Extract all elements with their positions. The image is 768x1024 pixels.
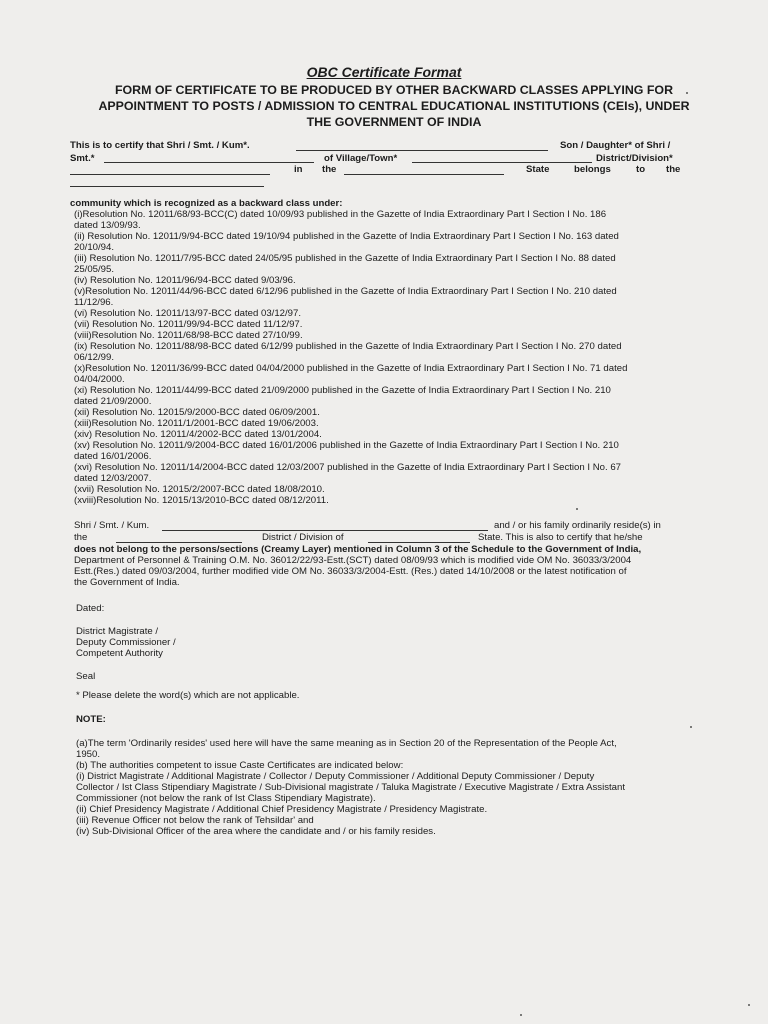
in-label: in <box>294 164 303 175</box>
state-blank[interactable] <box>344 174 504 175</box>
note-line: (i) District Magistrate / Additional Magistrate / Collector / Deputy Commissioner / Additional Deputy Commissioner / Deputy <box>76 771 595 782</box>
resolution-line: (xii) Resolution No. 12015/9/2000-BCC dated 06/09/2001. <box>74 407 320 418</box>
resolution-line: (vii) Resolution No. 12011/99/94-BCC dated 11/12/97. <box>74 319 303 330</box>
heading-line: APPOINTMENT TO POSTS / ADMISSION TO CENTRAL EDUCATIONAL INSTITUTIONS (CEIs), UNDER <box>98 99 690 113</box>
note-line: (b) The authorities competent to issue Caste Certificates are indicated below: <box>76 760 404 771</box>
resolution-line: 06/12/99. <box>74 352 115 363</box>
certify-prefix: This is to certify that Shri / Smt. / Kum*. <box>70 140 250 151</box>
belongs-label: belongs <box>574 164 611 175</box>
authority-line: Competent Authority <box>76 648 163 659</box>
resolution-line: (i)Resolution No. 12011/68/93-BCC(C) dated 10/09/93 published in the Gazette of India Extraordinary Part I Section I No. 186 <box>74 209 607 220</box>
son-daughter-label: Son / Daughter* of Shri / <box>560 140 671 151</box>
resolution-line: dated 12/03/2007. <box>74 473 152 484</box>
resolution-line: dated 16/01/2006. <box>74 451 152 462</box>
scan-speck <box>520 1014 522 1016</box>
page-title: OBC Certificate Format <box>306 64 462 80</box>
residence-district-blank[interactable] <box>116 542 242 543</box>
form-heading <box>88 82 700 130</box>
resolution-line: (xvii) Resolution No. 12015/2/2007-BCC dated 18/08/2010. <box>74 484 325 495</box>
resolution-line: (xviii)Resolution No. 12015/13/2010-BCC dated 08/12/2011. <box>74 495 329 506</box>
the-label: the <box>74 532 88 543</box>
note-line: (a)The term 'Ordinarily resides' used here will have the same meaning as in Section 20 of the Representation of the People Act, <box>76 738 617 749</box>
name-blank[interactable] <box>296 150 548 151</box>
resolution-line: (ii) Resolution No. 12011/9/94-BCC dated 19/10/94 published in the Gazette of India Extraordinary Part I Section I No. 163 dated <box>74 231 619 242</box>
resolution-line: 25/05/95. <box>74 264 115 275</box>
authority-line: District Magistrate / <box>76 626 159 637</box>
heading-line: THE GOVERNMENT OF INDIA <box>306 115 482 129</box>
resolution-line: (v)Resolution No. 12011/44/96-BCC dated 6/12/96 published in the Gazette of India Extraordinary Part I Section I No. 210 dated <box>74 286 617 297</box>
to-label: to <box>636 164 646 175</box>
resolution-line: (xi) Resolution No. 12011/44/99-BCC dated 21/09/2000 published in the Gazette of India Extraordinary Part I Section I No. 210 <box>74 385 611 396</box>
resolution-line: (viii)Resolution No. 12011/68/98-BCC dated 27/10/99. <box>74 330 303 341</box>
scan-speck <box>686 92 688 94</box>
note-line: Commissioner (not below the rank of Ist Class Stipendiary Magistrate). <box>76 793 376 804</box>
scan-speck <box>748 1004 750 1006</box>
district-label: District/Division* <box>596 153 673 164</box>
resident-name-blank[interactable] <box>162 530 488 531</box>
residence-line: the Government of India. <box>74 577 180 588</box>
resolution-line: (xiv) Resolution No. 12011/4/2002-BCC dated 13/01/2004. <box>74 429 322 440</box>
resolution-line: dated 21/09/2000. <box>74 396 152 407</box>
resolution-line: (xvi) Resolution No. 12011/14/2004-BCC dated 12/03/2007 published in the Gazette of India Extraordinary Part I Section I No. 67 <box>74 462 621 473</box>
smt-label: Smt.* <box>70 153 95 164</box>
dated-label: Dated: <box>76 603 105 614</box>
state-certify-text: State. This is also to certify that he/she <box>478 532 643 543</box>
resolution-line: 20/10/94. <box>74 242 115 253</box>
district-blank[interactable] <box>70 174 270 175</box>
scan-speck <box>576 508 578 510</box>
community-intro: community which is recognized as a backward class under: <box>70 198 343 209</box>
seal-label: Seal <box>76 671 96 682</box>
resolution-line: (xv) Resolution No. 12011/9/2004-BCC dated 16/01/2006 published in the Gazette of India Extraordinary Part I Section I No. 210 <box>74 440 619 451</box>
parent-name-blank[interactable] <box>104 162 314 163</box>
residence-line: Estt.(Res.) dated 09/03/2004, further modified vide OM No. 36033/3/2004-Estt. (Res.) dated 14/10/2008 or the latest notification of <box>74 566 627 577</box>
community-blank[interactable] <box>70 186 264 187</box>
scan-speck <box>690 726 692 728</box>
note-line: (iv) Sub-Divisional Officer of the area where the candidate and / or his family resides. <box>76 826 436 837</box>
note-line: (ii) Chief Presidency Magistrate / Additional Chief Presidency Magistrate / Presidency Magistrate. <box>76 804 488 815</box>
district-of-label: District / Division of <box>262 532 344 543</box>
village-blank[interactable] <box>412 162 592 163</box>
authority-line: Deputy Commissioner / <box>76 637 176 648</box>
note-line: Collector / Ist Class Stipendiary Magistrate / Sub-Divisional magistrate / Taluka Magistrate / Executive Magistrate / Extra Assistant <box>76 782 626 793</box>
heading-line: FORM OF CERTIFICATE TO BE PRODUCED BY OTHER BACKWARD CLASSES APPLYING FOR <box>114 83 674 97</box>
the-label: the <box>322 164 337 175</box>
resolution-line: (x)Resolution No. 12011/36/99-BCC dated 04/04/2000 published in the Gazette of India Extraordinary Part I Section I No. 71 dated <box>74 363 628 374</box>
resolution-line: 04/04/2000. <box>74 374 125 385</box>
resolution-line: dated 13/09/93. <box>74 220 141 231</box>
residence-line: does not belong to the persons/sections (Creamy Layer) mentioned in Column 3 of the Schedule to the Government of India, <box>74 544 642 555</box>
the-label: the <box>666 164 681 175</box>
residence-line: Department of Personnel & Training O.M. No. 36012/22/93-Estt.(SCT) dated 08/09/93 which is modified vide OM No. 36033/3/2004 <box>74 555 632 566</box>
resolution-line: (xiii)Resolution No. 12011/1/2001-BCC dated 19/06/2003. <box>74 418 319 429</box>
village-label: of Village/Town* <box>324 153 398 164</box>
resolution-line: (vi) Resolution No. 12011/13/97-BCC dated 03/12/97. <box>74 308 302 319</box>
resolution-line: (iv) Resolution No. 12011/96/94-BCC dated 9/03/96. <box>74 275 296 286</box>
note-heading: NOTE: <box>76 714 106 725</box>
note-line: 1950. <box>76 749 101 760</box>
resolution-line: (iii) Resolution No. 12011/7/95-BCC dated 24/05/95 published in the Gazette of India Extraordinary Part I Section I No. 88 dated <box>74 253 616 264</box>
family-reside-label: and / or his family ordinarily reside(s) in <box>494 520 661 531</box>
state-label: State <box>526 164 550 175</box>
residence-shri-label: Shri / Smt. / Kum. <box>74 520 150 531</box>
residence-state-blank[interactable] <box>368 542 470 543</box>
resolution-line: 11/12/96. <box>74 297 114 308</box>
resolution-line: (ix) Resolution No. 12011/88/98-BCC dated 6/12/99 published in the Gazette of India Extraordinary Part I Section I No. 270 dated <box>74 341 622 352</box>
note-line: (iii) Revenue Officer not below the rank of Tehsildar' and <box>76 815 314 826</box>
delete-note: * Please delete the word(s) which are not applicable. <box>76 690 300 701</box>
